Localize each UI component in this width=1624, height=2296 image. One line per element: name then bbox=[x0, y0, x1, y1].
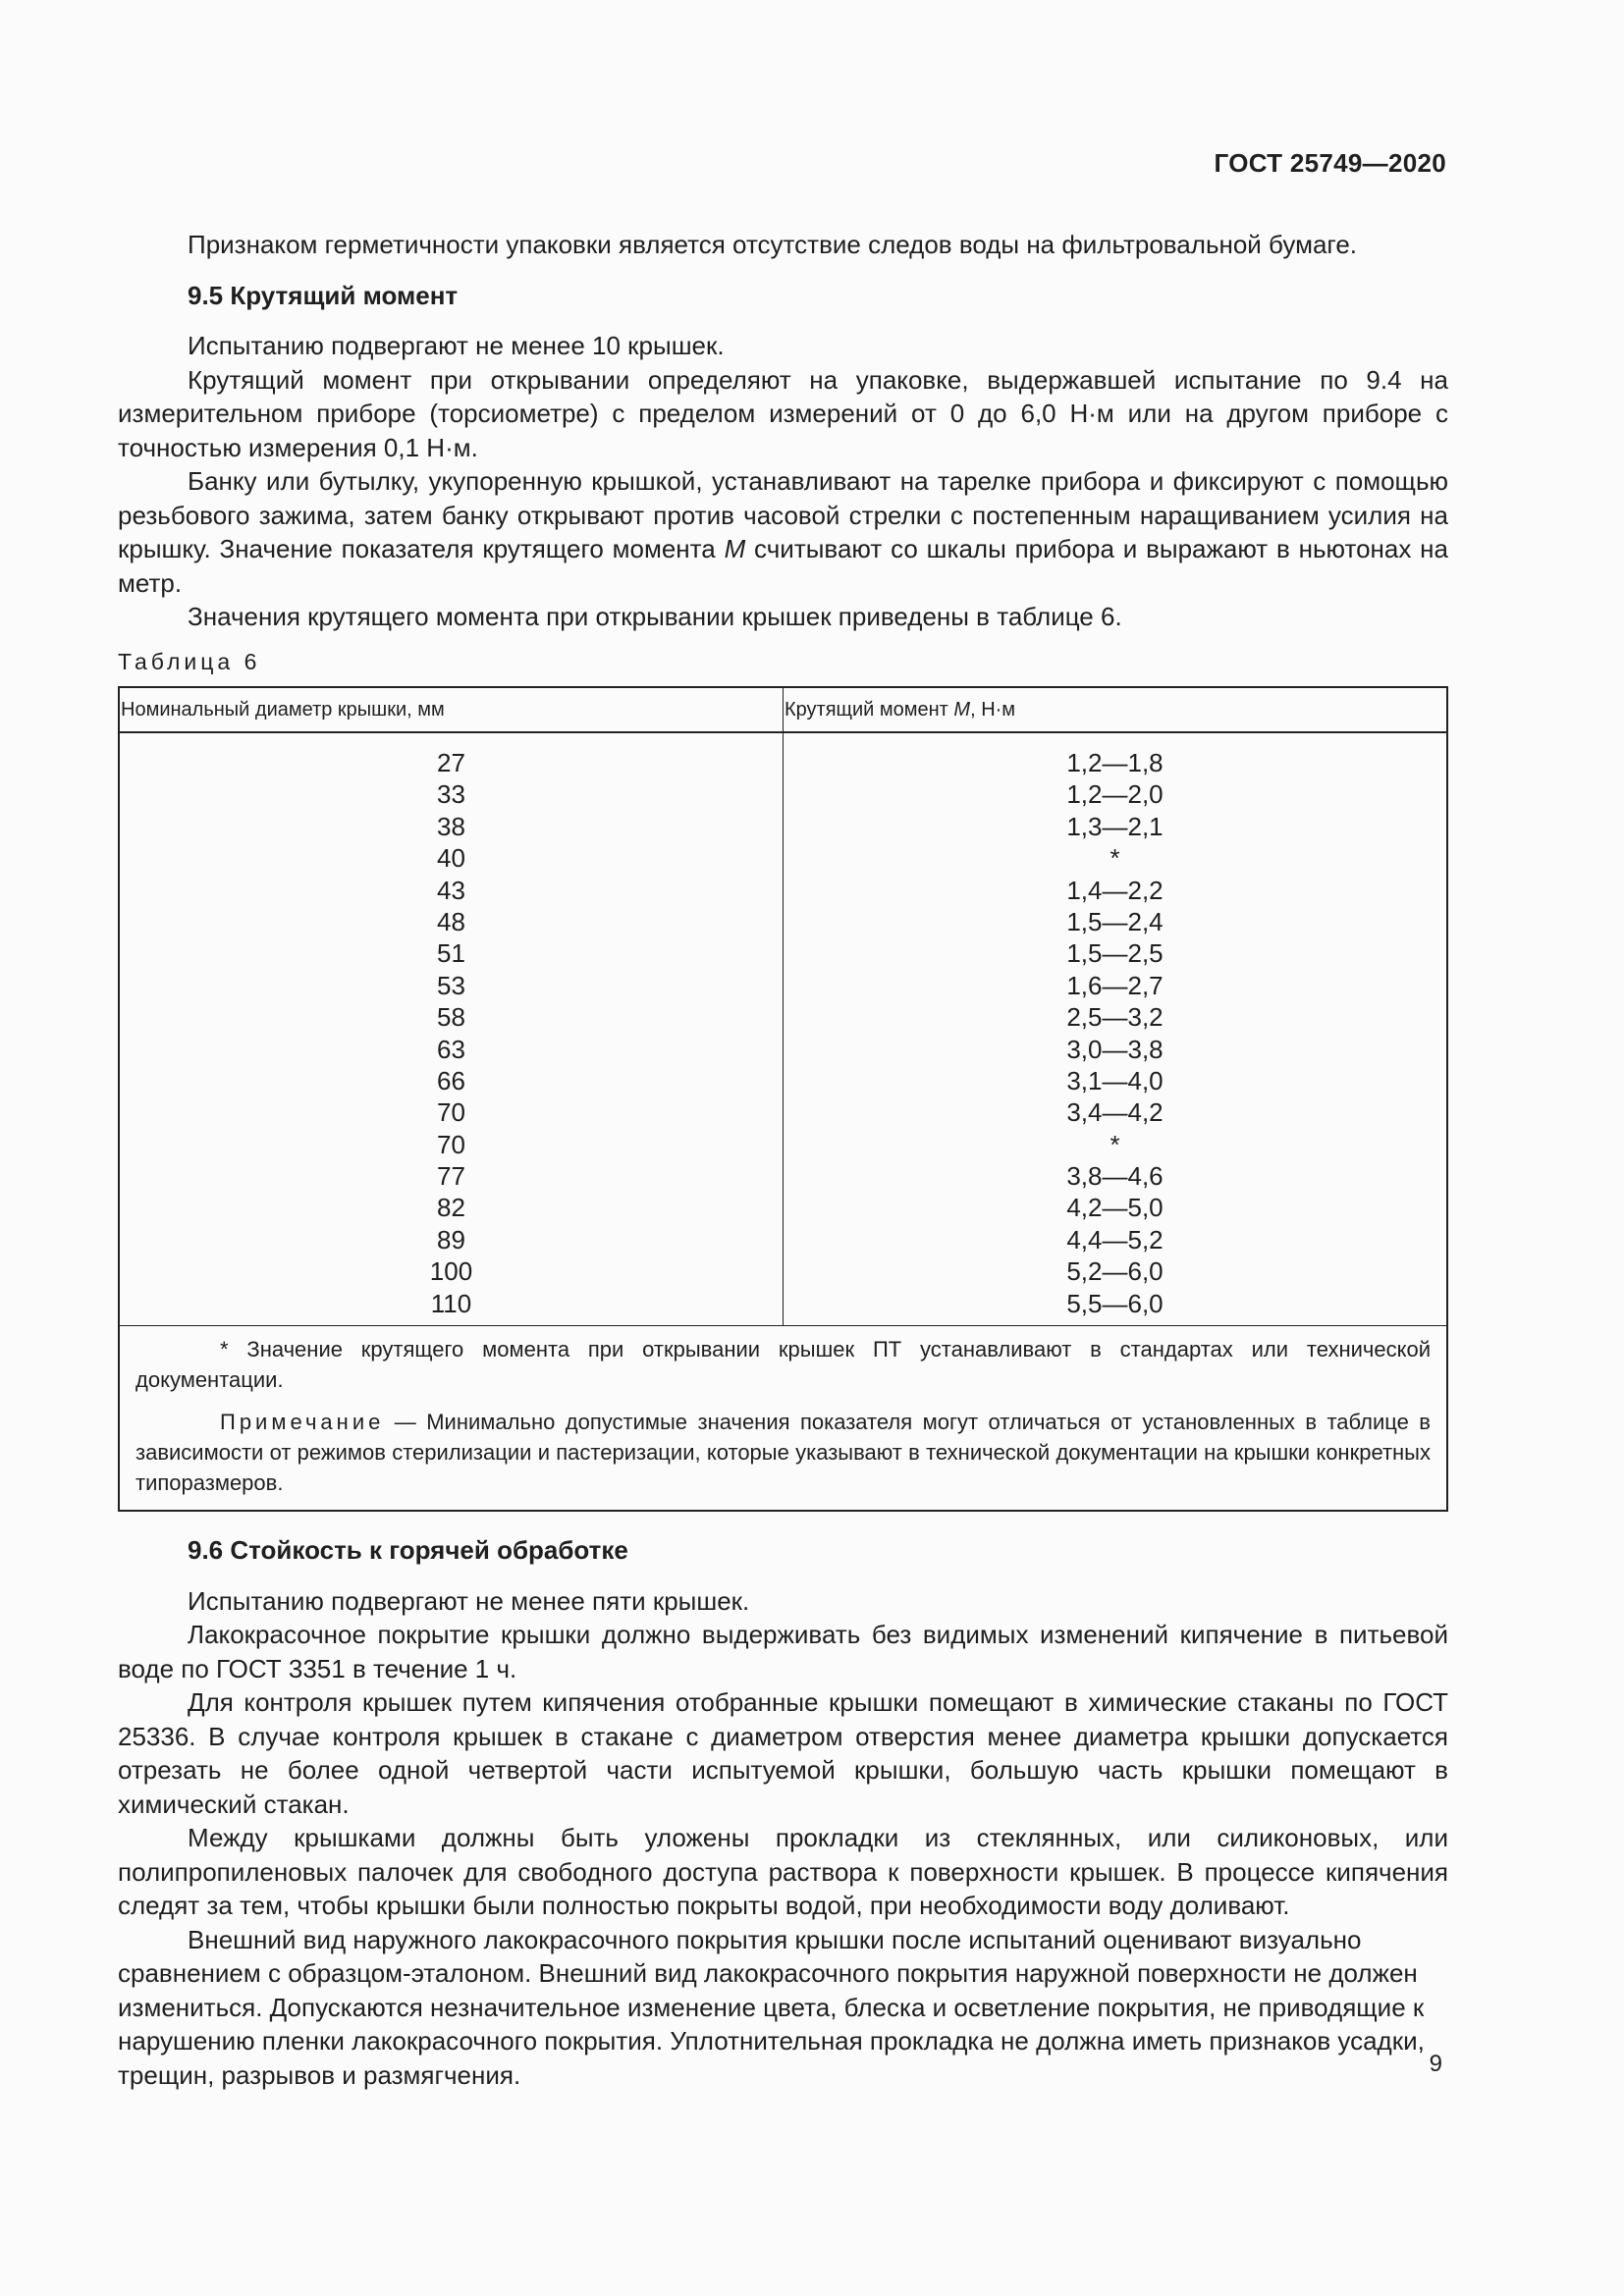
diameter-cell: 38 bbox=[437, 811, 465, 841]
torque-cell: 3,4—4,2 bbox=[1066, 1097, 1164, 1128]
diameter-cell: 53 bbox=[437, 970, 465, 1000]
torque-column bbox=[784, 732, 1448, 1326]
torque-cell: 4,2—5,0 bbox=[1066, 1193, 1164, 1223]
torque-variable: M bbox=[724, 534, 746, 563]
torque-cell: 5,5—6,0 bbox=[1066, 1288, 1164, 1318]
diameter-cell: 43 bbox=[437, 875, 465, 905]
torque-cell: * bbox=[1110, 1129, 1120, 1159]
torque-cell: 2,5—3,2 bbox=[1066, 1002, 1164, 1033]
torque-cell: 1,2—1,8 bbox=[1066, 748, 1164, 777]
table-header-diameter: Номинальный диаметр крышки, мм bbox=[119, 687, 784, 732]
torque-cell: 1,4—2,2 bbox=[1066, 875, 1164, 905]
torque-cell: 3,0—3,8 bbox=[1066, 1034, 1164, 1064]
torque-cell: 3,1—4,0 bbox=[1066, 1065, 1164, 1095]
table-footnote: * Значение крутящего момента при открывании крышек ПТ устанавливают в стандартах или технической документации. bbox=[135, 1337, 1431, 1393]
diameter-cell: 110 bbox=[430, 1288, 472, 1318]
diameter-cell: 63 bbox=[437, 1034, 465, 1064]
section-9-5-p1: Испытанию подвергают не менее 10 крышек. bbox=[188, 331, 725, 360]
torque-cell: 3,8—4,6 bbox=[1066, 1161, 1164, 1192]
section-9-5-title: 9.5 Крутящий момент bbox=[188, 280, 459, 310]
diameter-cell: 82 bbox=[437, 1193, 465, 1223]
diameter-column bbox=[119, 732, 784, 1326]
p3-text-b: считывают со шкалы прибора и выражают в ньютонах на метр. bbox=[118, 534, 1449, 598]
main-text bbox=[118, 228, 1448, 2092]
section-9-6-p4: Между крышками должны быть уложены прокладки из стеклянных, или силиконовых, или полипропиленовых палочек для свободного доступа раствора к поверхности крышек. В процессе кипячения следят за тем, чтобы крышки были полностью покрыты водой, при необходимости воду доливают. bbox=[118, 1823, 1448, 1921]
torque-cell: 1,5—2,5 bbox=[1066, 938, 1164, 969]
diameter-cell: 100 bbox=[429, 1256, 473, 1287]
section-9-5-p2: Крутящий момент при открывании определяют на упаковке, выдержавшей испытание по 9.4 на измерительном приборе (торсиометре) с пределом измерений от 0 до 6,0 Н·м или на другом приборе с точностью измерения 0,1 Н·м. bbox=[118, 364, 1448, 462]
torque-cell: 1,6—2,7 bbox=[1066, 970, 1164, 1000]
section-9-5-p3 bbox=[118, 464, 1448, 600]
diameter-cell: 66 bbox=[437, 1065, 465, 1095]
table-header-torque: Крутящий момент M, Н·м bbox=[784, 687, 1448, 732]
torque-cell: 5,2—6,0 bbox=[1066, 1256, 1164, 1287]
torque-cell: 1,2—2,0 bbox=[1066, 779, 1164, 810]
section-9-6-title: 9.6 Стойкость к горячей обработке bbox=[188, 1535, 628, 1566]
page-number: 9 bbox=[1429, 2051, 1442, 2077]
note-label: Примечание bbox=[220, 1410, 385, 1435]
section-9-6-p2: Лакокрасочное покрытие крышки должно выдерживать без видимых изменений кипячение в питьевой воде по ГОСТ 3351 в течение 1 ч. bbox=[118, 1620, 1448, 1683]
diameter-cell: 89 bbox=[437, 1224, 465, 1255]
torque-cell: 4,4—5,2 bbox=[1066, 1224, 1164, 1255]
standard-header: ГОСТ 25749—2020 bbox=[1214, 148, 1446, 178]
table-notes bbox=[119, 1326, 1447, 1512]
torque-cell: * bbox=[1110, 843, 1120, 874]
note-text: — Минимально допустимые значения показателя могут отличаться от установленных в таблице в зависимости от режимов стерилизации и пастеризации, которые указывают в технической документации на крышки конкретных типоразмеров. bbox=[135, 1410, 1431, 1496]
diameter-cell: 40 bbox=[437, 843, 465, 874]
section-9-6-p3: Для контроля крышек путем кипячения отобранные крышки помещают в химические стаканы по ГОСТ 25336. В случае контроля крышек в стакане с диаметром отверстия менее диаметра крышки допускается отрезать не более одной четвертой части испытуемой крышки, большую часть крышки помещают в химический стакан. bbox=[118, 1687, 1448, 1819]
torque-cell: 1,3—2,1 bbox=[1066, 811, 1164, 841]
section-9-6-p5: Внешний вид наружного лакокрасочного покрытия крышки после испытаний оценивают визуально сравнением с образцом-эталоном. Внешний вид лакокрасочного покрытия наружной поверхности не должен измениться. Допускаются незначительное изменение цвета, блеска и осветление покрытия, не приводящие к нарушению пленки лакокрасочного покрытия. Уплотнительная прокладка не должна иметь признаков усадки, трещин, разрывов и размягчения. bbox=[118, 1924, 1425, 2090]
diameter-cell: 70 bbox=[437, 1097, 465, 1128]
diameter-cell: 33 bbox=[437, 779, 465, 810]
diameter-cell: 27 bbox=[437, 748, 465, 777]
torque-table bbox=[118, 686, 1448, 1512]
table-note bbox=[135, 1407, 1431, 1498]
p3-text-a: Банку или бутылку, укупоренную крышкой, устанавливают на тарелке прибора и фиксируют с помощью резьбового зажима, затем банку открывают против часовой стрелки с постепенным наращиванием усилия на крышку. Значение показателя крутящего момента bbox=[118, 466, 1448, 563]
torque-cell: 1,5—2,4 bbox=[1066, 906, 1164, 936]
diameter-cell: 58 bbox=[437, 1002, 465, 1033]
diameter-cell: 51 bbox=[437, 938, 465, 969]
diameter-cell: 48 bbox=[437, 906, 465, 936]
section-9-5-p4: Значения крутящего момента при открывании крышек приведены в таблице 6. bbox=[188, 602, 1122, 631]
intro-paragraph: Признаком герметичности упаковки является отсутствие следов воды на фильтровальной бумаге. bbox=[188, 230, 1358, 259]
diameter-cell: 70 bbox=[437, 1129, 465, 1159]
table-caption: Таблица 6 bbox=[118, 648, 261, 674]
diameter-cell: 77 bbox=[437, 1161, 465, 1192]
section-9-6-p1: Испытанию подвергают не менее пяти крышек. bbox=[188, 1585, 750, 1616]
